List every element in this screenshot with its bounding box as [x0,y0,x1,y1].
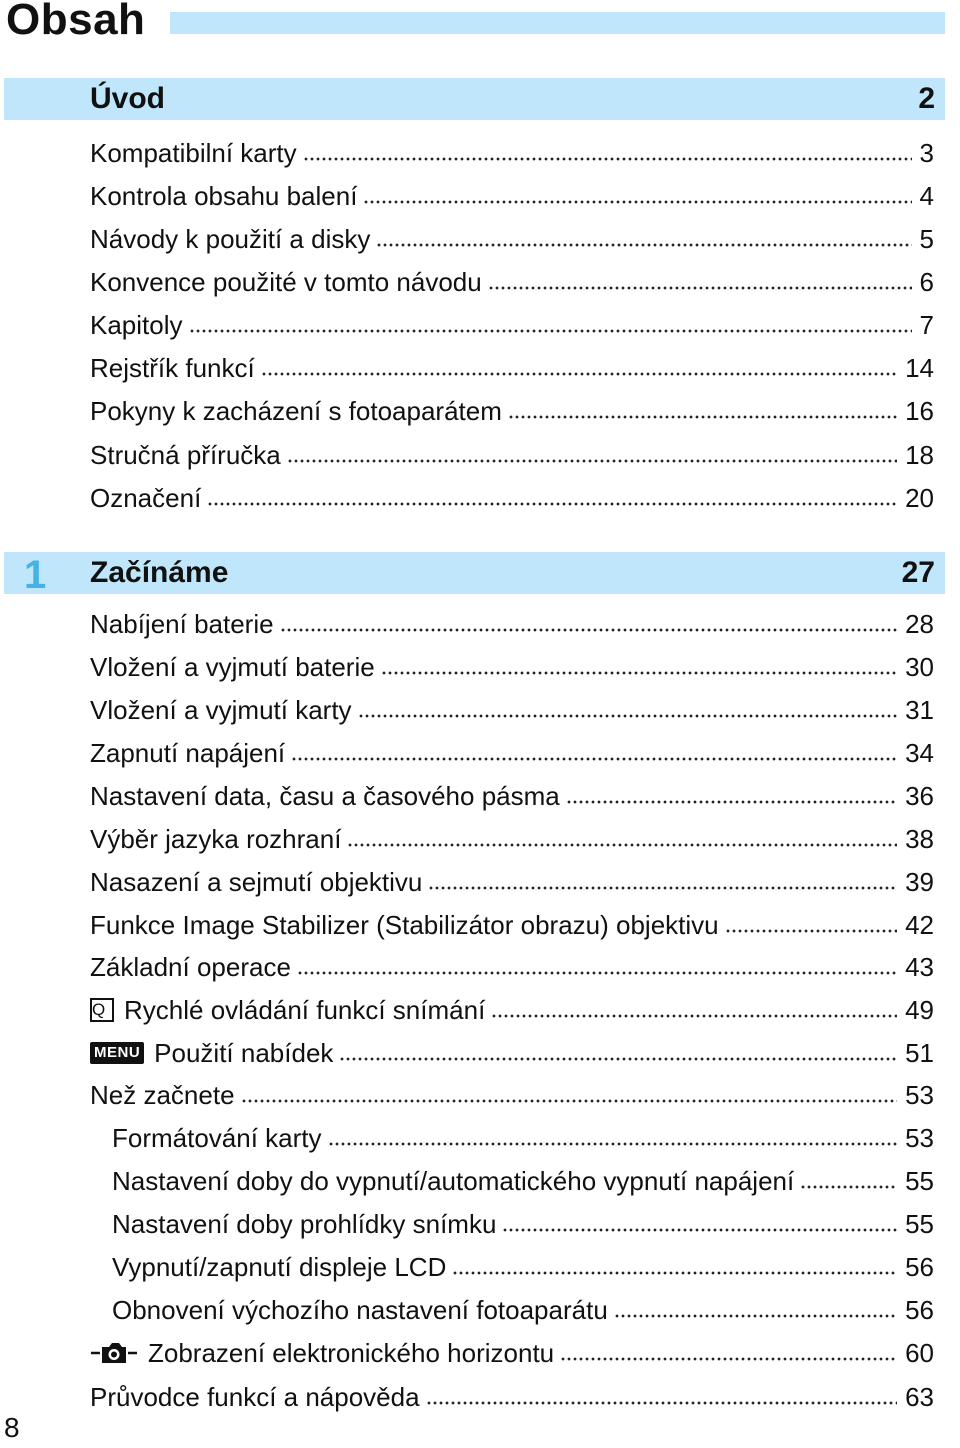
toc-entry-compatible-cards[interactable] [90,135,934,171]
toc-entry-label: Nabíjení baterie [90,609,274,639]
toc-entry-label: Obnovení výchozího nastavení fotoaparátu [112,1295,608,1325]
toc-entry-page: 39 [905,867,934,897]
section-title: Úvod [90,82,165,115]
toc-entry-reset-defaults[interactable] [112,1292,934,1328]
toc-entry-label: Vložení a vyjmutí baterie [90,652,375,682]
toc-entry-image-stabilizer[interactable] [90,907,934,943]
dot-leader [347,840,897,849]
toc-entry-interface-language[interactable] [90,821,934,857]
toc-entry-label: Použití nabídek [154,1038,334,1068]
toc-entry-label: Návody k použití a disky [90,224,371,254]
dot-leader [381,668,897,677]
toc-entry-power-on[interactable] [90,735,934,771]
toc-entry-lens-attach-detach[interactable] [90,864,934,900]
dot-leader [280,625,898,634]
toc-entry-label: Rychlé ovládání funkcí snímání [124,995,486,1025]
dot-leader [376,240,911,249]
toc-entry-feature-guide-help[interactable] [90,1379,934,1415]
toc-entry-page: 20 [905,483,934,513]
toc-entry-page: 43 [905,952,934,982]
toc-entry-label: Rejstřík funkcí [90,353,255,383]
toc-entry-page: 16 [905,396,934,426]
quick-control-icon: Q [90,998,114,1022]
toc-entry-page: 53 [905,1123,934,1153]
toc-entry-label: Pokyny k zacházení s fotoaparátem [90,396,502,426]
toc-entry-page: 63 [905,1382,934,1412]
dot-leader [303,154,912,163]
dot-leader [287,456,897,465]
toc-entry-label: Zapnutí napájení [90,738,286,768]
toc-entry-page: 14 [905,353,934,383]
title-rule [170,12,945,34]
toc-entry-label: Průvodce funkcí a nápověda [90,1382,420,1412]
toc-entry-page: 56 [905,1252,934,1282]
dot-leader [426,1398,898,1407]
toc-entry-label: Nastavení data, času a časového pásma [90,781,560,811]
toc-entry-page: 30 [905,652,934,682]
toc-entry-page: 49 [905,995,934,1025]
toc-entry-page: 51 [905,1038,934,1068]
toc-entry-menu-usage[interactable] [90,1035,934,1071]
toc-entry-electronic-level[interactable] [90,1335,934,1371]
toc-entry-label: Zobrazení elektronického horizontu [148,1338,555,1368]
toc-entry-page: 31 [905,695,934,725]
section-header-getting-started[interactable] [4,552,945,597]
dot-leader [358,711,898,720]
toc-entry-page: 3 [919,138,934,168]
section-header-intro[interactable] [4,78,945,120]
dot-leader [452,1268,897,1277]
toc-entry-conventions[interactable] [90,264,934,300]
dot-leader [488,283,912,292]
toc-entry-label: Nastavení doby do vypnutí/automatického vypnutí napájení [112,1166,795,1196]
toc-entry-page: 53 [905,1080,934,1110]
menu-icon: MENU [90,1042,144,1064]
toc-entry-label: Stručná příručka [90,440,281,470]
toc-entry-card-insert-remove[interactable] [90,692,934,728]
dot-leader [800,1182,897,1191]
page-title: Obsah [6,0,146,44]
toc-entry-label: Vypnutí/zapnutí displeje LCD [112,1252,447,1282]
dot-leader [207,499,897,508]
dot-leader [428,883,897,892]
section-title: Začínáme [90,556,229,589]
toc-entry-image-review-time[interactable] [112,1206,934,1242]
dot-leader [363,197,911,206]
toc-entry-page: 6 [919,267,934,297]
dot-leader [502,1225,897,1234]
toc-entry-page: 36 [905,781,934,811]
toc-entry-page: 56 [905,1295,934,1325]
dot-leader [291,754,897,763]
section-number: 1 [24,553,47,597]
toc-entry-label: Nasazení a sejmutí objektivu [90,867,423,897]
section-page-number: 27 [901,556,935,589]
toc-entry-basic-operations[interactable] [90,949,934,985]
toc-entry-manuals-discs[interactable] [90,221,934,257]
dot-leader [297,968,897,977]
dot-leader [491,1011,897,1020]
toc-entry-label: Výběr jazyka rozhraní [90,824,342,854]
toc-entry-before-you-start[interactable] [90,1077,934,1113]
toc-entry-auto-power-off[interactable] [112,1163,934,1199]
dot-leader [560,1354,897,1363]
section-page-number: 2 [918,82,935,115]
toc-entry-format-card[interactable] [112,1120,934,1156]
toc-entry-package-contents[interactable] [90,178,934,214]
dot-leader [241,1096,898,1105]
toc-entry-nomenclature[interactable] [90,480,934,516]
section-number [24,78,64,120]
toc-entry-label: Základní operace [90,952,291,982]
toc-entry-label: Označení [90,483,202,513]
toc-entry-label: Než začnete [90,1080,235,1110]
dot-leader [261,369,897,378]
toc-entry-label: Nastavení doby prohlídky snímku [112,1209,497,1239]
toc-entry-page: 55 [905,1166,934,1196]
dot-leader [508,412,897,421]
toc-entry-lcd-on-off[interactable] [112,1249,934,1285]
toc-entry-page: 7 [919,310,934,340]
toc-entry-label: Funkce Image Stabilizer (Stabilizátor obrazu) objektivu [90,910,719,940]
dot-leader [339,1054,897,1063]
toc-entry-battery-insert-remove[interactable] [90,649,934,685]
toc-entry-date-time-zone[interactable] [90,778,934,814]
toc-entry-page: 18 [905,440,934,470]
toc-entry-charging-battery[interactable] [90,606,934,642]
dot-leader [725,926,897,935]
dot-leader [189,326,912,335]
toc-entry-label: Formátování karty [112,1123,322,1153]
toc-entry-quick-guide[interactable] [90,437,934,473]
toc-entry-page: 38 [905,824,934,854]
toc-entry-quick-control[interactable] [90,992,934,1028]
toc-entry-label: Kompatibilní karty [90,138,297,168]
toc-entry-handling-precautions[interactable] [90,393,934,429]
camera-level-icon [90,1339,138,1367]
toc-entry-label: Kontrola obsahu balení [90,181,358,211]
toc-entry-label: Vložení a vyjmutí karty [90,695,352,725]
toc-entry-label: Kapitoly [90,310,183,340]
toc-entry-page: 60 [905,1338,934,1368]
dot-leader [566,797,897,806]
toc-entry-label: Konvence použité v tomto návodu [90,267,482,297]
toc-entry-page: 28 [905,609,934,639]
toc-entry-page: 42 [905,910,934,940]
toc-entry-page: 5 [919,224,934,254]
dot-leader [328,1139,898,1148]
dot-leader [614,1311,897,1320]
page-number: 8 [4,1412,20,1443]
toc-entry-page: 4 [919,181,934,211]
toc-entry-chapters[interactable] [90,307,934,343]
toc-entry-page: 34 [905,738,934,768]
toc-entry-page: 55 [905,1209,934,1239]
toc-entry-feature-index[interactable] [90,350,934,386]
